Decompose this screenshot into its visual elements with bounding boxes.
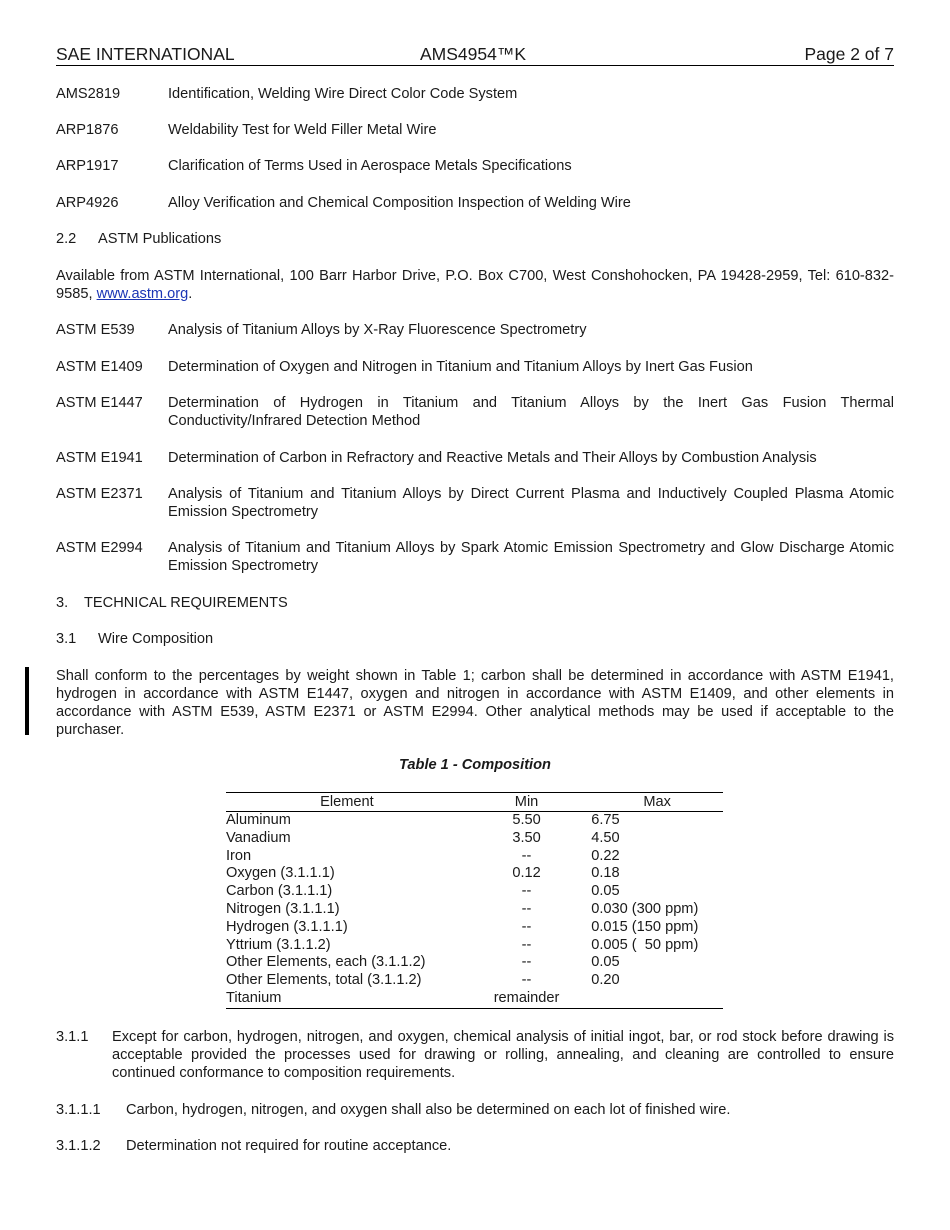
paragraph-text: Determination not required for routine acceptance.	[126, 1138, 452, 1154]
table-header-row	[226, 793, 723, 812]
header-page-number: Page 2 of 7	[804, 44, 894, 64]
cell-min: 3.50	[512, 829, 541, 846]
cell-min: --	[521, 918, 532, 935]
astm-website-link[interactable]: www.astm.org	[96, 286, 189, 302]
reference-code: ASTM E1941	[56, 450, 143, 466]
cell-max: 4.50	[591, 829, 620, 846]
table-row	[226, 990, 723, 1008]
composition-table	[226, 792, 723, 1009]
cell-max	[585, 990, 723, 1008]
reference-title: Determination of Carbon in Refractory and Reactive Metals and Their Alloys by Combustion Analysis	[168, 450, 817, 466]
cell-max: 0.005 ( 50 ppm)	[591, 936, 699, 953]
cell-min: remainder	[493, 989, 560, 1006]
header-doc-number: AMS4954™K	[420, 44, 527, 64]
table-row	[226, 954, 723, 972]
cell-max: 0.05	[591, 883, 620, 900]
column-header-min: Min	[514, 794, 539, 810]
reference-title: Clarification of Terms Used in Aerospace Metals Specifications	[168, 158, 572, 174]
section-heading-3-1	[56, 630, 213, 648]
cell-max: 0.015 (150 ppm)	[591, 918, 699, 935]
section-heading-3	[56, 594, 288, 612]
section-heading-2-2	[56, 230, 221, 248]
section-title: ASTM Publications	[98, 231, 222, 247]
cell-element: Other Elements, total (3.1.1.2)	[226, 972, 422, 989]
cell-element: Iron	[226, 847, 252, 864]
reference-title: Determination of Oxygen and Nitrogen in Titanium and Titanium Alloys by Inert Gas Fusion	[168, 359, 753, 375]
reference-code: ASTM E2371	[56, 486, 143, 502]
reference-code: ASTM E1447	[56, 395, 143, 411]
cell-max: 0.05	[591, 954, 620, 971]
cell-min: --	[521, 900, 532, 917]
astm-availability-paragraph: Available from ASTM International, 100 Barr Harbor Drive, P.O. Box C700, West Conshohocken, PA 19428-2959, Tel: 610-832-9585, www.astm.org.	[56, 268, 894, 302]
reference-title: Weldability Test for Weld Filler Metal Wire	[168, 122, 437, 138]
table-body	[226, 812, 723, 1009]
table-row	[226, 865, 723, 883]
cell-min: --	[521, 936, 532, 953]
paragraph-number: 3.1.1	[56, 1029, 89, 1045]
reference-code: ASTM E539	[56, 322, 135, 338]
table-row	[226, 848, 723, 866]
composition-paragraph: Shall conform to the percentages by weight shown in Table 1; carbon shall be determined in accordance with ASTM E1941, hydrogen in accordance with ASTM E1447, oxygen and nitrogen in accordance with ASTM E1409, and other elements in accordance with ASTM E539, ASTM E2371 or ASTM E2994. Other analytical methods may be used if acceptable to the purchaser.	[56, 668, 894, 738]
reference-code: ARP4926	[56, 195, 119, 211]
section-title: TECHNICAL REQUIREMENTS	[84, 595, 288, 611]
cell-element: Nitrogen (3.1.1.1)	[226, 900, 340, 917]
cell-element: Other Elements, each (3.1.1.2)	[226, 954, 426, 971]
cell-min: --	[521, 972, 532, 989]
cell-min: --	[521, 883, 532, 900]
cell-max: 0.20	[591, 972, 620, 989]
cell-element: Aluminum	[226, 812, 291, 828]
paragraph-number: 3.1.1.1	[56, 1102, 101, 1118]
availability-text: Available from ASTM International, 100 Barr Harbor Drive, P.O. Box C700, West Conshohocken, PA 19428-2959, Tel: 610-832-9585,	[56, 268, 894, 302]
table-row	[226, 901, 723, 919]
reference-code: ARP1917	[56, 158, 119, 174]
reference-title: Analysis of Titanium and Titanium Alloys by Direct Current Plasma and Inductively Coupled Plasma Atomic Emission Spectrometry	[168, 486, 894, 520]
reference-code: ASTM E1409	[56, 359, 143, 375]
reference-title: Identification, Welding Wire Direct Color Code System	[168, 86, 518, 102]
header-publisher: SAE INTERNATIONAL	[56, 44, 235, 64]
reference-title: Alloy Verification and Chemical Composition Inspection of Welding Wire	[168, 195, 631, 211]
cell-max: 0.22	[591, 847, 620, 864]
cell-min: --	[521, 954, 532, 971]
section-number: 3.	[56, 595, 69, 611]
reference-title: Determination of Hydrogen in Titanium and Titanium Alloys by the Inert Gas Fusion Thermal Conductivity/Infrared Detection Method	[168, 395, 894, 429]
column-header-element: Element	[320, 794, 374, 810]
table-row	[226, 937, 723, 955]
column-header-max: Max	[643, 794, 671, 810]
cell-max: 6.75	[591, 812, 620, 828]
section-number: 2.2	[56, 231, 77, 247]
cell-element: Yttrium (3.1.1.2)	[226, 936, 331, 953]
table-row	[226, 883, 723, 901]
table-row	[226, 972, 723, 990]
table-row	[226, 830, 723, 848]
cell-element: Titanium	[226, 989, 282, 1006]
cell-max: 0.18	[591, 865, 620, 882]
cell-element: Vanadium	[226, 829, 291, 846]
paragraph-text: Carbon, hydrogen, nitrogen, and oxygen shall also be determined on each lot of finished wire.	[126, 1102, 731, 1118]
paragraph-number: 3.1.1.2	[56, 1138, 101, 1154]
reference-code: ASTM E2994	[56, 540, 143, 556]
cell-max: 0.030 (300 ppm)	[591, 900, 699, 917]
table-row	[226, 919, 723, 937]
reference-code: ARP1876	[56, 122, 119, 138]
cell-min: 5.50	[512, 812, 541, 828]
paragraph-text: Except for carbon, hydrogen, nitrogen, and oxygen, chemical analysis of initial ingot, bar, or rod stock before drawing is acceptable provided the processes used for drawing or rolling, annealing, and cleaning are controlled to ensure continued conformance to composition requirements.	[112, 1029, 894, 1081]
section-number: 3.1	[56, 631, 77, 647]
revision-change-bar	[25, 667, 29, 735]
cell-element: Carbon (3.1.1.1)	[226, 883, 333, 900]
reference-code: AMS2819	[56, 86, 121, 102]
reference-title: Analysis of Titanium Alloys by X-Ray Fluorescence Spectrometry	[168, 322, 587, 338]
cell-min: --	[521, 847, 532, 864]
table-caption: Table 1 - Composition	[399, 757, 551, 773]
page-header	[56, 44, 894, 66]
section-title: Wire Composition	[98, 631, 214, 647]
cell-element: Hydrogen (3.1.1.1)	[226, 918, 348, 935]
table-row	[226, 812, 723, 830]
cell-element: Oxygen (3.1.1.1)	[226, 865, 335, 882]
cell-min: 0.12	[512, 865, 541, 882]
reference-title: Analysis of Titanium and Titanium Alloys by Spark Atomic Emission Spectrometry and Glow Discharge Atomic Emission Spectrometry	[168, 540, 894, 574]
